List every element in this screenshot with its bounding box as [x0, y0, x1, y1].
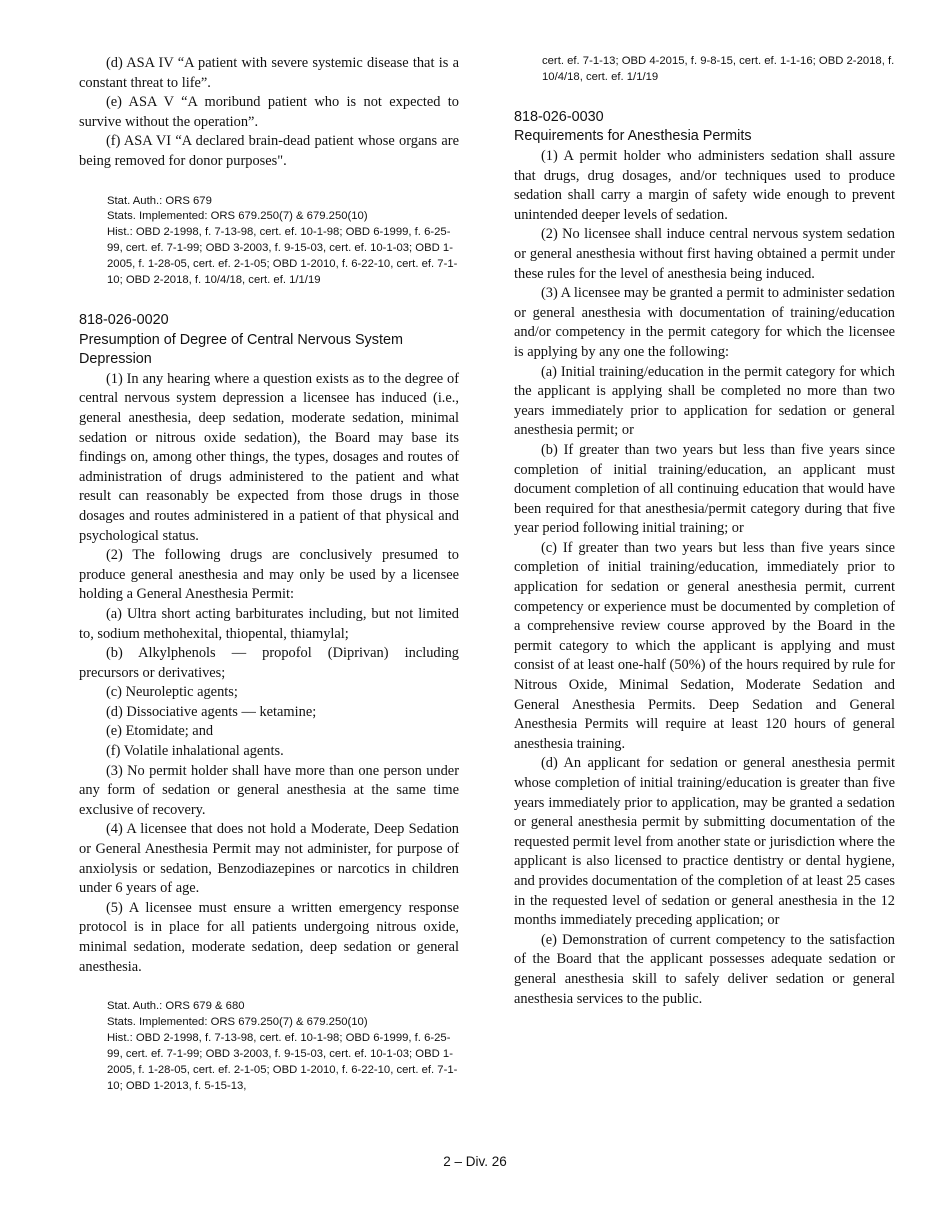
item-2c: (c) Neuroleptic agents; — [106, 684, 238, 701]
item-3c: (c) If greater than two years but less than five years since completion of initial training/education, immediately prior to application for sedation or general anesthesia permit, current competency or experience must be documented by completion of a comprehensive review course approved by the Board in the permit category to which the applicant is applying and must consist of at least one-half (50%) of the hours required by rule for Nitrous Oxide, Minimal Sedation, Moderate Sedation and General Anesthesia Permits. Deep Sedation and General Anesthesia Permits will require at least 120 hours of general anesthesia training. — [514, 539, 895, 752]
rule-title-0020: Presumption of Degree of Central Nervous System Depression — [79, 331, 403, 368]
history-continuation: cert. ef. 7-1-13; OBD 4-2015, f. 9-8-15, cert. ef. 1-1-16; OBD 2-2018, f. 10/4/18, cert. ef. 1/1/19 — [542, 55, 895, 83]
right-column — [514, 54, 895, 1009]
stats-implemented: Stats. Implemented: ORS 679.250(7) & 679.250(10) — [107, 210, 368, 223]
rule-title-0030: Requirements for Anesthesia Permits — [514, 128, 752, 145]
item-2f: (f) Volatile inhalational agents. — [106, 743, 284, 760]
item-2d: (d) Dissociative agents — ketamine; — [106, 703, 317, 720]
left-column — [79, 54, 459, 1095]
page-footer: 2 – Div. 26 — [443, 1154, 507, 1169]
history-note-0010 — [79, 194, 459, 289]
paragraph-1: (1) In any hearing where a question exists as to the degree of central nervous system depression a licensee has induced (i.e., general anesthesia, deep sedation, moderate sedation, minimal sedation or nitrous oxide sedation), the Board may base its findings on, among other things, the types, dosages and routes of administration of drugs administered to the patient and what result can reasonably be expected from those drugs in those dosages and routes administered in a patient of that physical and psychological status. — [79, 370, 459, 544]
item-3d: (d) An applicant for sedation or general anesthesia permit whose completion of initial training/education is greater than five years immediately prior to application, may be granted a sedation or general anesthesia permit by submitting documentation of the requested permit level from another state or jurisdiction where the applicant is also licensed to practice dentistry or dental hygiene, and provides documentation of the completion of at least 25 cases in the requested level of sedation or general anesthesia in the 12 months immediately preceding application; or — [514, 755, 895, 929]
item-2b: (b) Alkylphenols — propofol (Diprivan) including precursors or derivatives; — [79, 645, 459, 681]
paragraph-1: (1) A permit holder who administers sedation shall assure that drugs, drug dosages, and/or techniques used to produce sedation shall carry a margin of safety wide enough to prevent unintended deeper levels of sedation. — [514, 148, 895, 223]
asa-v-item: (e) ASA V “A moribund patient who is not expected to survive without the operation”. — [79, 94, 459, 130]
stats-implemented: Stats. Implemented: ORS 679.250(7) & 679.250(10) — [107, 1016, 368, 1029]
history-line: Hist.: OBD 2-1998, f. 7-13-98, cert. ef. 10-1-98; OBD 6-1999, f. 6-25-99, cert. ef. 7-1-99; OBD 3-2003, f. 9-15-03, cert. ef. 10-1-03; OBD 1-2005, f. 1-28-05, cert. ef. 2-1-05; OBD 1-2010, f. 6-22-10, cert. ef. 7-1-10; OBD 1-2013, f. 5-15-13, — [107, 1032, 458, 1092]
rule-number-0030: 818-026-0030 — [514, 108, 604, 125]
item-3a: (a) Initial training/education in the permit category for which the applicant is applying shall be completed no more than two years immediately prior to application for sedation or general anesthesia permit; or — [514, 363, 895, 439]
history-note-0020 — [79, 999, 459, 1094]
item-2a: (a) Ultra short acting barbiturates including, but not limited to, sodium methohexital, thiopental, thiamylal; — [79, 605, 459, 642]
paragraph-2: (2) No licensee shall induce central nervous system sedation or general anesthesia without first having obtained a permit under these rules for the level of anesthesia being induced. — [514, 226, 895, 282]
item-3b: (b) If greater than two years but less than five years since completion of initial training/education, an applicant must document completion of all continuing education that would have been required for that anesthesia/permit category during that five year period following initial training; or — [514, 441, 895, 537]
paragraph-3: (3) A licensee may be granted a permit to administer sedation or general anesthesia with documentation of training/education and/or competency in the permit category for which the licensee is applying by any one the following: — [514, 285, 895, 360]
paragraph-4: (4) A licensee that does not hold a Moderate, Deep Sedation or General Anesthesia Permit may not administer, for purpose of anxiolysis or sedation, Benzodiazepines or narcotics in children under 6 years of age. — [79, 821, 459, 897]
paragraph-5: (5) A licensee must ensure a written emergency response protocol is in place for all patients undergoing nitrous oxide, minimal sedation, moderate sedation, deep sedation or general anesthesia. — [79, 899, 459, 975]
stat-auth: Stat. Auth.: ORS 679 — [107, 194, 212, 207]
item-3e: (e) Demonstration of current competency to the satisfaction of the Board that the applicant possesses adequate sedation or general anesthesia skill to safely deliver sedation or general anesthesia services to the public. — [514, 931, 895, 1007]
asa-iv-item: (d) ASA IV “A patient with severe systemic disease that is a constant threat to life”. — [79, 55, 459, 91]
stat-auth: Stat. Auth.: ORS 679 & 680 — [107, 1000, 245, 1013]
item-2e: (e) Etomidate; and — [106, 723, 214, 740]
paragraph-3: (3) No permit holder shall have more than one person under any form of sedation or general anesthesia at the same time exclusive of recovery. — [79, 762, 459, 818]
paragraph-2: (2) The following drugs are conclusively presumed to produce general anesthesia and may only be used by a licensee holding a General Anesthesia Permit: — [79, 547, 459, 603]
asa-vi-item: (f) ASA VI “A declared brain-dead patient whose organs are being removed for donor purposes". — [79, 133, 459, 169]
rule-number-0020: 818-026-0020 — [79, 312, 169, 328]
history-line: Hist.: OBD 2-1998, f. 7-13-98, cert. ef. 10-1-98; OBD 6-1999, f. 6-25-99, cert. ef. 7-1-99; OBD 3-2003, f. 9-15-03, cert. ef. 10-1-03; OBD 1-2005, f. 1-28-05, cert. ef. 2-1-05; OBD 1-2010, f. 6-22-10, cert. ef. 7-1-10; OBD 2-2018, f. 10/4/18, cert. ef. 1/1/19 — [107, 226, 458, 287]
